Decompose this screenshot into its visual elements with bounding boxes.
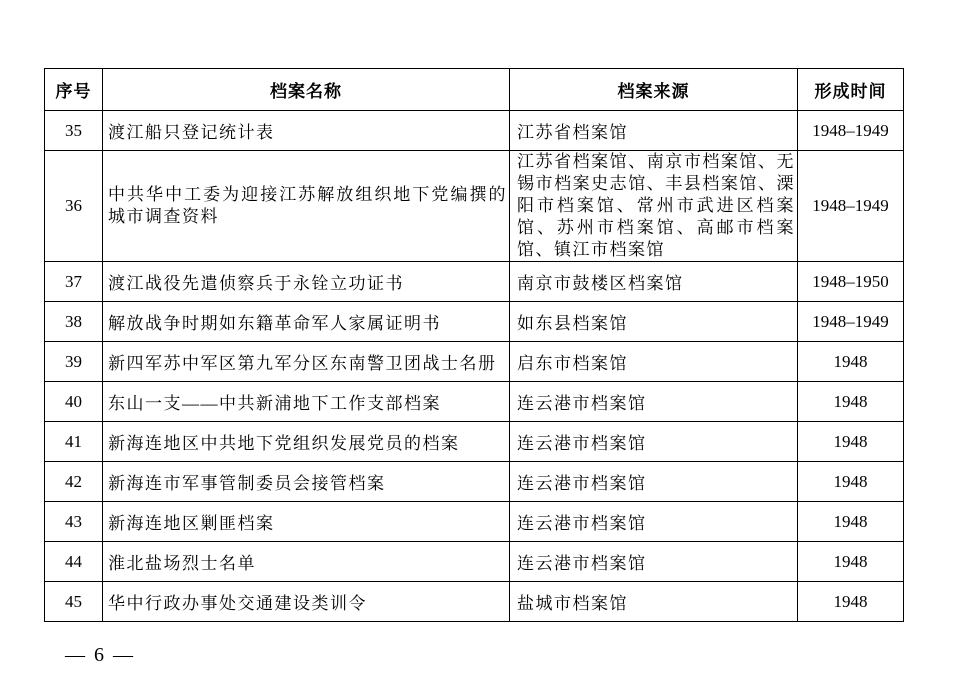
source-cell: 江苏省档案馆、南京市档案馆、无锡市档案史志馆、丰县档案馆、溧阳市档案馆、常州市武进区档案馆、苏州市档案馆、高邮市档案馆、镇江市档案馆 [510,151,798,262]
time-cell: 1948–1950 [798,262,904,302]
page-number: — 6 — [65,644,135,666]
source-cell: 启东市档案馆 [510,342,798,382]
seq-cell: 37 [45,262,103,302]
header-name: 档案名称 [103,69,510,111]
seq-cell: 43 [45,502,103,542]
time-cell: 1948 [798,342,904,382]
table-row [45,462,904,502]
source-cell: 连云港市档案馆 [510,462,798,502]
time-cell: 1948–1949 [798,151,904,262]
seq-cell: 45 [45,582,103,622]
seq-cell: 41 [45,422,103,462]
time-cell: 1948–1949 [798,302,904,342]
seq-cell: 44 [45,542,103,582]
seq-cell: 38 [45,302,103,342]
source-cell: 连云港市档案馆 [510,382,798,422]
time-cell: 1948 [798,462,904,502]
time-cell: 1948 [798,502,904,542]
source-cell: 南京市鼓楼区档案馆 [510,262,798,302]
seq-cell: 40 [45,382,103,422]
name-cell: 淮北盐场烈士名单 [103,542,510,582]
table-row [45,502,904,542]
time-cell: 1948 [798,542,904,582]
table-row [45,422,904,462]
name-cell: 新海连地区剿匪档案 [103,502,510,542]
source-cell: 盐城市档案馆 [510,582,798,622]
header-source: 档案来源 [510,69,798,111]
seq-cell: 42 [45,462,103,502]
name-cell: 新海连市军事管制委员会接管档案 [103,462,510,502]
name-cell: 新海连地区中共地下党组织发展党员的档案 [103,422,510,462]
header-time: 形成时间 [798,69,904,111]
seq-cell: 36 [45,151,103,262]
source-cell: 连云港市档案馆 [510,422,798,462]
archive-table [44,68,904,622]
table-row [45,342,904,382]
name-cell: 解放战争时期如东籍革命军人家属证明书 [103,302,510,342]
table-header-row [45,69,904,111]
table-row [45,111,904,151]
time-cell: 1948 [798,422,904,462]
table-row [45,542,904,582]
table-row [45,151,904,262]
table-row [45,382,904,422]
name-cell: 渡江战役先遣侦察兵于永铨立功证书 [103,262,510,302]
source-cell: 江苏省档案馆 [510,111,798,151]
header-seq: 序号 [45,69,103,111]
seq-cell: 35 [45,111,103,151]
source-cell: 连云港市档案馆 [510,502,798,542]
source-cell: 如东县档案馆 [510,302,798,342]
table-row [45,262,904,302]
source-cell: 连云港市档案馆 [510,542,798,582]
name-cell: 渡江船只登记统计表 [103,111,510,151]
name-cell: 华中行政办事处交通建设类训令 [103,582,510,622]
table-row [45,302,904,342]
seq-cell: 39 [45,342,103,382]
time-cell: 1948 [798,382,904,422]
name-cell: 中共华中工委为迎接江苏解放组织地下党编撰的城市调查资料 [103,151,510,262]
time-cell: 1948–1949 [798,111,904,151]
time-cell: 1948 [798,582,904,622]
table-row [45,582,904,622]
name-cell: 新四军苏中军区第九军分区东南警卫团战士名册 [103,342,510,382]
name-cell: 东山一支——中共新浦地下工作支部档案 [103,382,510,422]
